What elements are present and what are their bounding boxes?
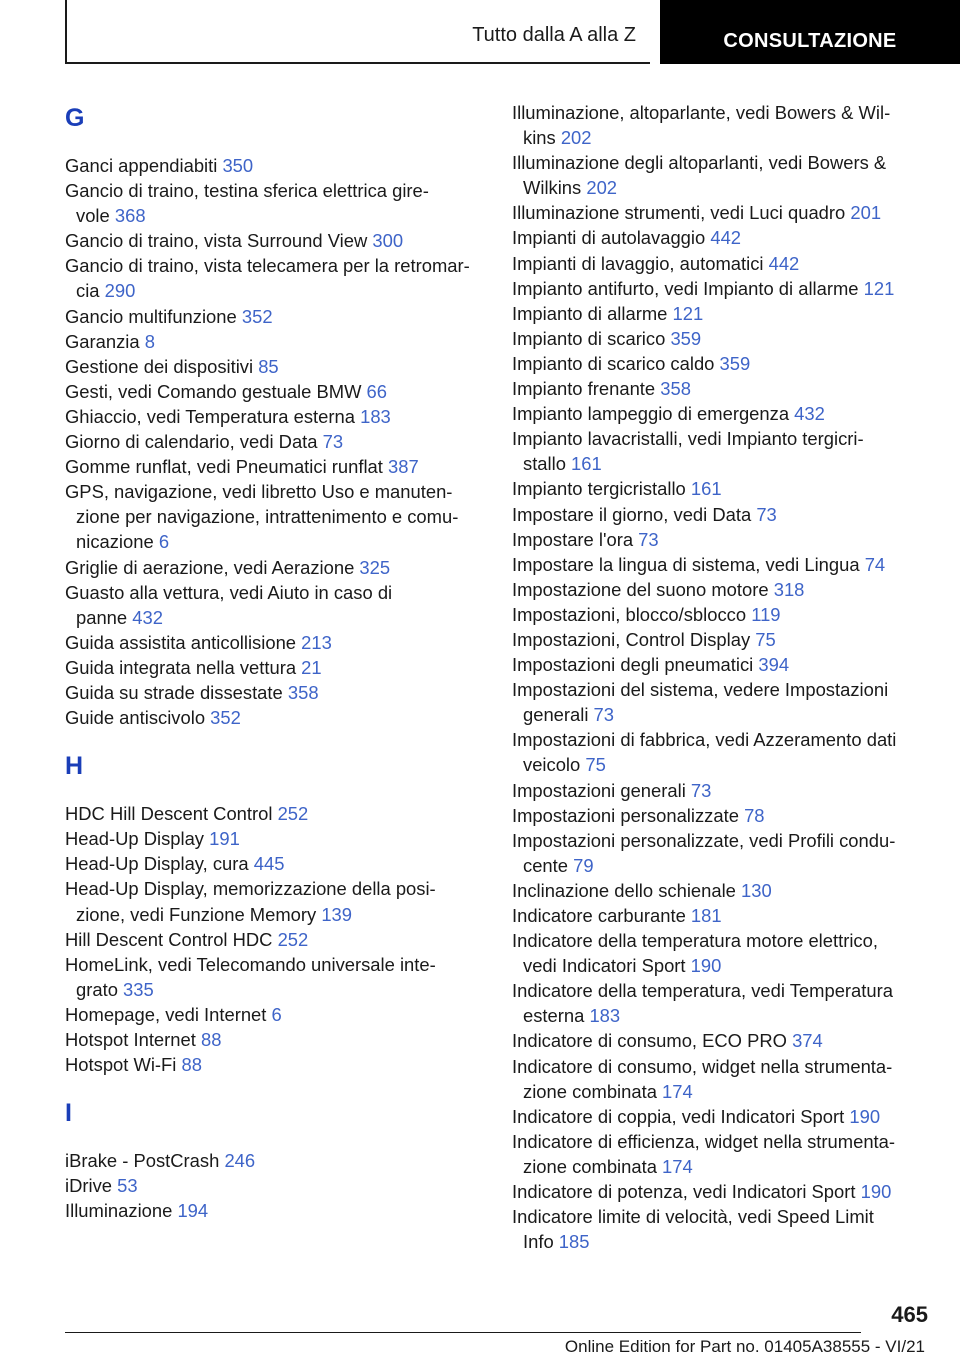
index-entry: [512, 376, 932, 401]
page-link[interactable]: 181: [690, 905, 722, 926]
entry-text: Indicatore carburante: [512, 905, 691, 926]
index-entry: [512, 150, 932, 200]
index-entry: [65, 680, 485, 705]
page-link[interactable]: 190: [690, 955, 722, 977]
page-link[interactable]: 252: [277, 928, 309, 950]
entry-text: Head-Up Display, cura: [65, 853, 254, 875]
index-entry: [512, 627, 932, 652]
entry-text: Guasto alla vettura, vedi Aiuto in caso di panne: [65, 581, 393, 628]
entry-text: GPS, navigazione, vedi libretto Uso e manuten- zione per navigazione, intrattenimento e comu- nicazione: [65, 481, 459, 553]
page-link[interactable]: 174: [662, 1080, 693, 1102]
entry-text: Gancio multifunzione: [65, 305, 242, 327]
index-entry: [512, 301, 932, 326]
page-link[interactable]: 318: [773, 578, 805, 600]
index-entry: [65, 580, 485, 630]
page-link[interactable]: 358: [660, 378, 691, 400]
entry-text: Indicatore di efficienza, widget nella strumenta- zione combinata: [512, 1130, 896, 1177]
page-link[interactable]: 119: [751, 603, 781, 625]
entry-text: iBrake - PostCrash: [65, 1150, 225, 1172]
page-link[interactable]: 442: [710, 227, 742, 249]
page-link[interactable]: 246: [224, 1150, 256, 1172]
index-entry: [65, 1002, 485, 1027]
page-link[interactable]: 73: [593, 704, 615, 726]
index-entry: [512, 652, 932, 677]
page-number: 465: [891, 1302, 928, 1327]
index-entry: [65, 329, 485, 354]
header-left-rule: [65, 0, 67, 64]
index-entry: [65, 304, 485, 329]
page-link[interactable]: 359: [670, 327, 702, 349]
page-link[interactable]: 185: [558, 1231, 590, 1253]
entry-text: Impianto di scarico caldo: [512, 352, 720, 374]
entry-text: Indicatore di potenza, vedi Indicatori Sport: [512, 1181, 861, 1203]
page-link[interactable]: 73: [756, 503, 777, 525]
page-link[interactable]: 350: [222, 155, 254, 176]
page-link[interactable]: 374: [792, 1030, 823, 1052]
index-entry: [65, 1198, 485, 1223]
entry-text: Head-Up Display, memorizzazione della posi- zione, vedi Funzione Memory: [65, 878, 436, 925]
page-header: [0, 0, 960, 66]
index-entry: [65, 253, 485, 303]
entry-text: Indicatore della temperatura, vedi Temperatura esterna: [512, 980, 893, 1027]
index-entry: [512, 552, 932, 577]
index-entry: [65, 655, 485, 680]
entry-text: Impianto di scarico: [512, 327, 671, 349]
page-link[interactable]: 121: [672, 302, 704, 324]
index-entry: [512, 401, 932, 426]
entry-text: Garanzia: [65, 330, 145, 352]
page-link[interactable]: 8: [144, 330, 155, 352]
index-letter-heading: H: [65, 752, 84, 781]
page-link[interactable]: 290: [104, 280, 136, 302]
entry-text: Impianto lampeggio di emergenza: [512, 403, 795, 425]
page-link[interactable]: 79: [573, 854, 594, 876]
page-link[interactable]: 53: [117, 1175, 138, 1197]
page-link[interactable]: 88: [181, 1054, 202, 1076]
page-link[interactable]: 352: [210, 707, 241, 729]
index-entry: [512, 502, 932, 527]
entry-text: Hotspot Internet: [65, 1029, 201, 1050]
entry-text: Gestione dei dispositivi: [65, 355, 259, 377]
entry-text: Illuminazione degli altoparlanti, vedi Bowers & Wilkins: [512, 152, 887, 199]
entry-text: Griglie di aerazione, vedi Aerazione: [65, 556, 360, 578]
index-entry: [512, 426, 932, 476]
index-entry: [65, 454, 485, 479]
page-link[interactable]: 325: [359, 556, 391, 578]
entry-text: Impostare la lingua di sistema, vedi Lingua: [512, 553, 865, 575]
entry-text: Impostazioni di fabbrica, vedi Azzeramento dati veicolo: [512, 729, 897, 776]
index-entry: [65, 801, 485, 826]
page-link[interactable]: 352: [241, 305, 273, 327]
footer-rule: [65, 1332, 861, 1333]
index-entry: [65, 429, 485, 454]
page-link[interactable]: 387: [388, 456, 419, 478]
index-entry: [512, 928, 932, 978]
entry-text: Indicatore di consumo, widget nella strumenta- zione combinata: [512, 1055, 893, 1102]
index-entry: [512, 225, 932, 250]
page-link[interactable]: 75: [585, 754, 606, 776]
page-link[interactable]: 213: [301, 631, 332, 653]
index-entry: [65, 876, 485, 926]
entry-text: Indicatore di consumo, ECO PRO: [512, 1030, 793, 1052]
index-entry: [512, 100, 932, 150]
entry-text: Impostazioni, blocco/sblocco: [512, 603, 752, 625]
chapter-label: CONSULTAZIONE: [723, 29, 897, 52]
index-letter-heading: G: [65, 104, 85, 132]
index-entry: [512, 351, 932, 376]
index-entry: [512, 677, 932, 727]
entry-text: Impianto tergicristallo: [512, 478, 691, 500]
entry-text: Gesti, vedi Comando gestuale BMW: [65, 380, 367, 402]
index-entry: [512, 251, 932, 276]
index-column-left: [65, 100, 485, 1223]
entry-text: Illuminazione: [65, 1200, 178, 1222]
entry-text: Gomme runflat, vedi Pneumatici runflat: [65, 456, 388, 478]
index-entry: [512, 978, 932, 1028]
page-link[interactable]: 139: [321, 903, 353, 925]
index-entry: [65, 153, 485, 178]
index-entry: [512, 602, 932, 627]
index-entry: [512, 476, 932, 501]
entry-text: Indicatore di coppia, vedi Indicatori Sport: [512, 1105, 850, 1127]
entry-text: Impostazioni personalizzate: [512, 804, 745, 826]
entry-text: Indicatore limite di velocità, vedi Speed Limit Info: [512, 1206, 874, 1253]
entry-text: Guida su strade dissestate: [65, 681, 288, 703]
entry-text: Ghiaccio, vedi Temperatura esterna: [65, 405, 361, 427]
index-entry: [65, 630, 485, 655]
entry-text: Guida assistita anticollisione: [65, 631, 302, 653]
entry-text: Impianto di allarme: [512, 302, 673, 324]
page-link[interactable]: 202: [586, 177, 618, 199]
entry-text: Impianti di lavaggio, automatici: [512, 252, 769, 274]
entry-text: Impianto lavacristalli, vedi Impianto tergicri- stallo: [512, 428, 864, 475]
index-entry: [65, 1027, 485, 1052]
index-letter-heading: I: [65, 1099, 72, 1128]
page-link[interactable]: 121: [863, 277, 895, 299]
page-link[interactable]: 335: [123, 978, 154, 1000]
entry-text: Illuminazione strumenti, vedi Luci quadro: [512, 202, 851, 224]
page-link[interactable]: 161: [571, 453, 602, 475]
page-link[interactable]: 445: [253, 853, 285, 875]
entry-text: Guide antiscivolo: [65, 707, 211, 729]
page-link[interactable]: 6: [271, 1003, 282, 1025]
entry-text: HomeLink, vedi Telecomando universale inte- grato: [65, 953, 436, 1000]
entry-text: Gancio di traino, vista Surround View: [65, 230, 373, 252]
index-entry: [512, 778, 932, 803]
index-entry: [512, 1129, 932, 1179]
index-entry: [512, 1179, 932, 1204]
entry-text: Impostazioni generali: [512, 779, 691, 801]
entry-text: Hill Descent Control HDC: [65, 928, 278, 950]
page-link[interactable]: 190: [860, 1181, 892, 1203]
index-entry: [65, 354, 485, 379]
entry-text: Impianti di autolavaggio: [512, 227, 711, 249]
entry-text: Illuminazione, altoparlante, vedi Bowers & Wil- kins: [512, 102, 891, 149]
page-link[interactable]: 252: [277, 803, 309, 825]
entry-text: Impostazioni del sistema, vedere Impostazioni generali: [512, 679, 889, 726]
page-link[interactable]: 359: [719, 352, 751, 374]
index-entry: [512, 828, 932, 878]
index-entry: [512, 200, 932, 225]
page-link[interactable]: 442: [768, 252, 800, 274]
group-gap: [65, 730, 485, 748]
page-link[interactable]: 394: [758, 654, 790, 676]
page-link[interactable]: 75: [755, 628, 776, 650]
index-entry: [512, 1054, 932, 1104]
page-link[interactable]: 191: [209, 828, 240, 850]
index-entry: [65, 1173, 485, 1198]
index-entry: [512, 903, 932, 928]
page-link[interactable]: 88: [200, 1029, 222, 1050]
page-link[interactable]: 6: [158, 531, 170, 553]
section-title: Tutto dalla A alla Z: [472, 24, 636, 46]
index-entry: [512, 1028, 932, 1053]
edition-note: Online Edition for Part no. 01405A38555 - VI/21: [564, 1337, 925, 1356]
entry-text: Impostazioni, Control Display: [512, 628, 756, 650]
entry-text: Gancio di traino, testina sferica elettrica gire- vole: [65, 180, 429, 227]
page-link[interactable]: 66: [366, 380, 388, 402]
page-link[interactable]: 201: [850, 202, 882, 224]
index-column-right: [512, 100, 932, 1254]
entry-text: Guida integrata nella vettura: [65, 656, 302, 678]
page-link[interactable]: 183: [589, 1005, 621, 1027]
index-entry: [512, 1104, 932, 1129]
entry-text: Impianto frenante: [512, 378, 661, 400]
page-link[interactable]: 202: [560, 127, 592, 149]
index-entry: [512, 803, 932, 828]
page-link[interactable]: 300: [372, 230, 404, 252]
entry-text: iDrive: [65, 1175, 118, 1197]
page-link[interactable]: 85: [258, 355, 279, 377]
index-entry: [512, 1204, 932, 1254]
page-link[interactable]: 174: [662, 1155, 693, 1177]
index-entry: [512, 276, 932, 301]
chapter-tab[interactable]: [660, 0, 960, 64]
index-entry: [65, 479, 485, 554]
index-entry: [65, 927, 485, 952]
page-link[interactable]: 21: [301, 656, 322, 678]
page-link[interactable]: 78: [744, 804, 765, 826]
index-entry: [65, 178, 485, 228]
index-entry: [512, 577, 932, 602]
page-link[interactable]: 73: [690, 779, 712, 801]
index-entry: [65, 379, 485, 404]
entry-text: Homepage, vedi Internet: [65, 1003, 272, 1025]
page-link[interactable]: 130: [741, 879, 772, 901]
index-entry: [65, 404, 485, 429]
entry-text: Impostazioni degli pneumatici: [512, 654, 759, 676]
index-entry: [512, 727, 932, 777]
index-entry: [65, 826, 485, 851]
entry-text: Ganci appendiabiti: [65, 155, 223, 176]
entry-text: Impostazione del suono motore: [512, 578, 774, 600]
entry-text: Giorno di calendario, vedi Data: [65, 431, 323, 453]
entry-text: HDC Hill Descent Control: [65, 803, 278, 825]
header-bottom-rule: [65, 62, 650, 64]
page-link[interactable]: 432: [794, 403, 825, 425]
page-link[interactable]: 190: [849, 1105, 881, 1127]
index-entry: [512, 326, 932, 351]
index-entry: [512, 878, 932, 903]
page-link[interactable]: 73: [322, 431, 344, 453]
entry-text: Indicatore della temperatura motore elettrico, vedi Indicatori Sport: [512, 930, 878, 977]
entry-text: Head-Up Display: [65, 828, 210, 850]
entry-text: Gancio di traino, vista telecamera per la retromar- cia: [65, 255, 470, 302]
index-entry: [65, 851, 485, 876]
index-entry: [65, 555, 485, 580]
page-link[interactable]: 368: [114, 205, 146, 227]
page-link[interactable]: 432: [132, 606, 163, 628]
index-entry: [65, 705, 485, 730]
entry-text: Impianto antifurto, vedi Impianto di allarme: [512, 277, 864, 299]
page-link[interactable]: 358: [287, 681, 319, 703]
entry-text: Inclinazione dello schienale: [512, 879, 742, 901]
entry-text: Impostare l'ora: [512, 528, 639, 550]
index-entry: [65, 1148, 485, 1173]
index-entry: [65, 228, 485, 253]
group-gap: [65, 1077, 485, 1095]
page-link[interactable]: 194: [177, 1200, 209, 1222]
entry-text: Hotspot Wi-Fi: [65, 1054, 182, 1076]
page-link[interactable]: 73: [638, 528, 659, 550]
page-link[interactable]: 74: [864, 553, 886, 575]
page-link[interactable]: 161: [690, 478, 722, 500]
entry-text: Impostare il giorno, vedi Data: [512, 503, 757, 525]
index-entry: [512, 527, 932, 552]
page-link[interactable]: 183: [360, 405, 391, 427]
entry-text: Impostazioni personalizzate, vedi Profili condu- cente: [512, 829, 896, 876]
index-entry: [65, 1052, 485, 1077]
index-entry: [65, 952, 485, 1002]
